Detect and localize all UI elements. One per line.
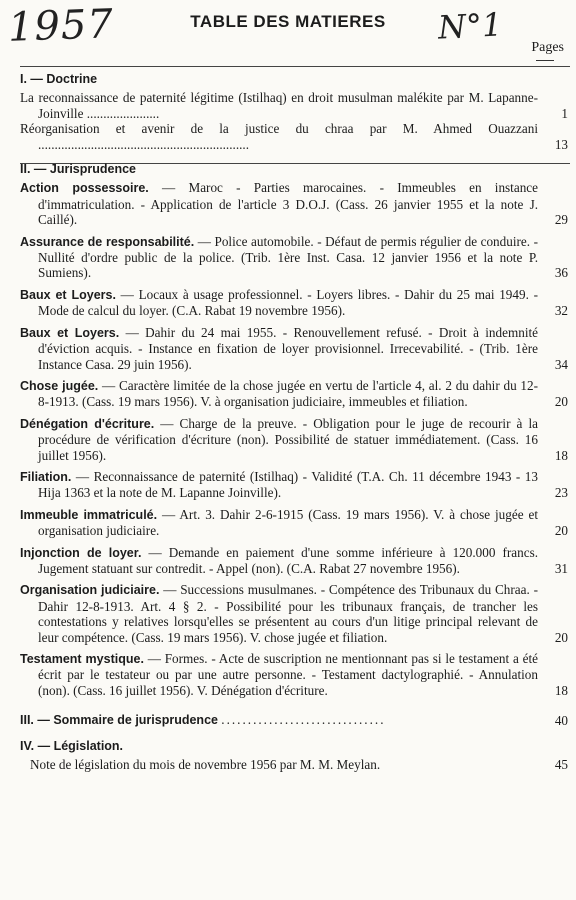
- pages-underline: [536, 60, 554, 61]
- toc-entry-heading: Immeuble immatriculé.: [20, 507, 158, 522]
- toc-entry-text: — Locaux à usage professionnel. - Loyers libres. - Dahir du 25 mai 1949. - Mode de calcul du loyer. (C.A. Rabat 19 novembre 1956).: [38, 286, 538, 319]
- toc-entry: [20, 325, 568, 372]
- toc-entry-heading: Action possessoire.: [20, 181, 149, 196]
- toc-entry-heading: Testament mystique.: [20, 652, 144, 666]
- toc-entry-heading: Assurance de responsabilité.: [20, 234, 195, 249]
- leader-dots: ...............................: [221, 712, 386, 728]
- toc-page-number: 18: [554, 682, 568, 698]
- toc-entry: [20, 416, 568, 463]
- toc-entry-text: — Charge de la preuve. - Obligation pour le juge de recourir à la procédure de vérification d'écriture (non). Possibilité de statuer immédiatement. (Cass. 16 juillet 1956).: [38, 415, 538, 463]
- toc-entry-text: — Art. 3. Dahir 2-6-1915 (Cass. 19 mars 1956). V. à chose jugée et organisation judiciaire.: [38, 506, 538, 539]
- toc-entry-text: — Demande en paiement d'une somme inférieure à 120.000 francs. Jugement statuant sur contredit. - Appel (non). (C.A. Rabat 27 novembre 1956).: [38, 544, 539, 576]
- toc-entry-heading: Filiation.: [20, 469, 72, 484]
- toc-entry: [20, 582, 568, 645]
- toc-entry: [20, 121, 568, 152]
- toc-page-number: 20: [554, 523, 568, 539]
- section-heading-doctrine: I. — Doctrine: [20, 72, 98, 86]
- section-heading-sommaire: III. — Sommaire de jurisprudence: [20, 713, 218, 728]
- divider-rule: [20, 66, 570, 67]
- toc-page-number: 31: [554, 560, 568, 576]
- toc-entry: [20, 757, 568, 772]
- toc-page-number: 23: [554, 485, 568, 501]
- toc-page-number: 20: [554, 629, 568, 645]
- table-of-contents: [20, 72, 568, 772]
- toc-entry-text: — Caractère limitée de la chose jugée en vertu de l'article 4, al. 2 du dahir du 12-8-1913. (Cass. 19 mars 1956). V. à organisation judiciaire, immeubles et filiation.: [38, 377, 539, 410]
- toc-page-number: 36: [554, 265, 568, 281]
- toc-entry-text: Note de législation du mois de novembre 1956 par M. M. Meylan.: [30, 757, 381, 773]
- toc-page-number: 29: [554, 212, 568, 228]
- toc-page-number: 18: [554, 447, 568, 463]
- toc-page-number: 32: [554, 303, 568, 319]
- handwritten-year: 1957: [7, 1, 115, 51]
- page-title: TABLE DES MATIERES: [190, 12, 386, 31]
- toc-entry: [20, 180, 568, 227]
- toc-entry: [20, 545, 568, 577]
- toc-entry-text: — Successions musulmanes. - Compétence des Tribunaux du Chraa. - Dahir 12-8-1913. Art. 4 § 2. - Possibilité pour les tribunaux français, de trancher les contestations y relatives lorsqu'elles se présentent au cours d'un litige principal relevant de leur compétence. (Cass. 19 mars 1956). V. chose jugée et filiation.: [38, 582, 538, 645]
- toc-page-number: 13: [554, 136, 568, 152]
- toc-entry-heading: Dénégation d'écriture.: [20, 416, 155, 431]
- handwritten-number: N°1: [437, 5, 504, 47]
- toc-entry-heading: Organisation judiciaire.: [20, 583, 160, 598]
- toc-entry-text: — Formes. - Acte de suscription ne mentionnant pas si le testament a été écrit par le testateur ou par une autre personne. - Testament dactylographié. - Annulation (non). (Cass. 16 juillet 1956). V. Dénégation d'écriture.: [38, 651, 538, 698]
- toc-entry-heading: Injonction de loyer.: [20, 545, 142, 560]
- toc-page-number: 1: [561, 105, 568, 121]
- toc-entry: [20, 287, 568, 319]
- toc-entry: [20, 507, 568, 539]
- toc-page-number: 40: [554, 713, 568, 729]
- toc-entry: [20, 469, 568, 501]
- toc-page-number: 20: [554, 394, 568, 410]
- section-heading-jurisprudence: II. — Jurisprudence: [20, 162, 137, 177]
- toc-entry: [20, 90, 568, 121]
- toc-entry: [20, 378, 568, 410]
- toc-entry-heading: Baux et Loyers.: [20, 325, 120, 340]
- toc-entry-text: — Maroc - Parties marocaines. - Immeubles en instance d'immatriculation. - Application de l'article 3 D.O.J. (Cass. 26 janvier 1955 et la note J. Caillé).: [38, 180, 539, 228]
- toc-entry-text: — Reconnaissance de paternité (Istilhaq) - Validité (T.A. Ch. 11 décembre 1943 - 13 Hija 1363 et la note de M. Lapanne Joinville).: [38, 468, 538, 501]
- toc-entry: [20, 651, 568, 698]
- toc-entry-text: La reconnaissance de paternité légitime (Istilhaq) en droit musulman malékite par M. Lapanne-Joinville ......................: [20, 90, 538, 121]
- toc-entry-heading: Chose jugée.: [20, 378, 99, 393]
- toc-entry-text: — Dahir du 24 mai 1955. - Renouvellement refusé. - Droit à indemnité d'éviction acquis. - Instance en fixation de loyer provisionnel. Irrecevabilité. - (Trib. 1ère Instance Casa. 29 juin 1956).: [38, 324, 539, 372]
- toc-entry-sommaire: [20, 712, 568, 728]
- toc-page-number: 34: [554, 356, 568, 372]
- section-heading-legislation: IV. — Législation.: [20, 738, 124, 753]
- toc-entry: [20, 234, 568, 281]
- toc-entry-heading: Baux et Loyers.: [20, 287, 116, 302]
- toc-page-number: 45: [554, 757, 568, 773]
- toc-entry-text: — Police automobile. - Défaut de permis régulier de conduire. - Nullité d'ordre public de la police. (Trib. 1ère Inst. Casa. 12 janvier 1956 et la note P. Sumiens).: [38, 233, 538, 281]
- toc-entry-text: Réorganisation et avenir de la justice du chraa par M. Ahmed Ouazzani ................................................................: [20, 121, 538, 152]
- pages-column-header: Pages: [531, 40, 564, 55]
